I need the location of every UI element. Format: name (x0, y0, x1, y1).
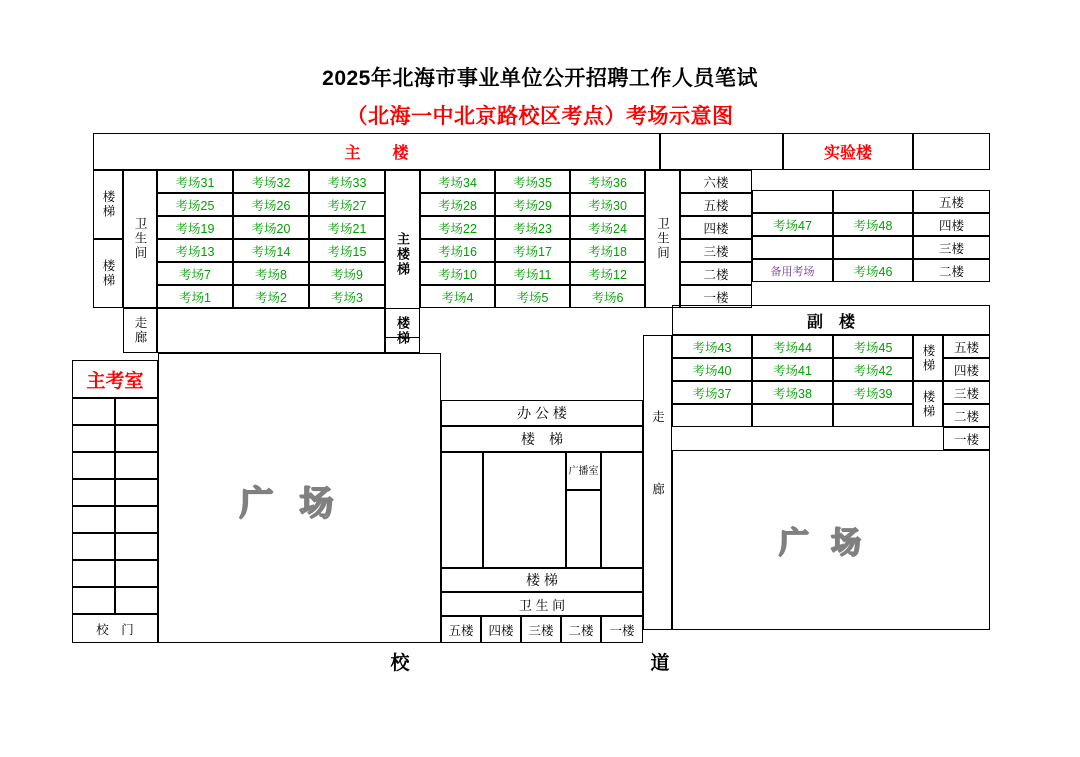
broadcast-room: 广播室 (566, 452, 601, 490)
lab-floor-label: 四楼 (913, 213, 990, 236)
annex-floor-label: 三楼 (943, 381, 990, 404)
room-cell: 考场31 (157, 170, 233, 193)
office-stairs-bottom: 楼 梯 (441, 568, 643, 592)
right-plaza-label: 广场 (779, 527, 883, 560)
school-road-label-right: 道 (650, 653, 670, 675)
room-cell: 考场30 (570, 193, 645, 216)
lab-floor-label: 三楼 (913, 236, 990, 259)
left-grid-cell (72, 560, 115, 587)
room-cell: 考场28 (420, 193, 495, 216)
lab-room-cell: 考场46 (833, 259, 913, 282)
office-cell (441, 452, 483, 568)
lab-room-cell: 考场47 (752, 213, 833, 236)
office-cell (483, 452, 566, 568)
left-grid-cell (115, 398, 158, 425)
office-cell (566, 490, 601, 568)
room-cell: 考场14 (233, 239, 309, 262)
room-cell: 考场27 (309, 193, 385, 216)
room-cell: 考场35 (495, 170, 570, 193)
annex-floor-label: 四楼 (943, 358, 990, 381)
room-cell: 考场5 (495, 285, 570, 308)
annex-room-cell: 考场39 (833, 381, 913, 404)
room-cell: 考场4 (420, 285, 495, 308)
lab-room-cell: 考场48 (833, 213, 913, 236)
annex-room-cell-empty3 (752, 404, 833, 427)
room-cell: 考场20 (233, 216, 309, 239)
room-cell: 考场25 (157, 193, 233, 216)
left-grid-cell (115, 425, 158, 452)
room-cell: 考场16 (420, 239, 495, 262)
main-right-toilet: 卫生间 (645, 170, 680, 308)
lab-room-cell (752, 236, 833, 259)
left-grid-cell (115, 506, 158, 533)
room-cell: 考场24 (570, 216, 645, 239)
room-cell: 考场32 (233, 170, 309, 193)
room-cell: 考场26 (233, 193, 309, 216)
left-grid-cell (72, 587, 115, 614)
room-cell: 考场23 (495, 216, 570, 239)
office-stairs-top: 楼 梯 (441, 426, 643, 452)
room-cell: 考场8 (233, 262, 309, 285)
room-cell: 考场19 (157, 216, 233, 239)
room-cell: 考场33 (309, 170, 385, 193)
annex-room-cell: 考场37 (672, 381, 752, 404)
left-grid-cell (72, 452, 115, 479)
office-toilet: 卫 生 间 (441, 592, 643, 616)
center-plaza-label: 广场 (239, 484, 360, 523)
room-cell: 考场34 (420, 170, 495, 193)
floor-label: 三楼 (680, 239, 752, 262)
room-cell: 考场29 (495, 193, 570, 216)
lab-floor-label: 二楼 (913, 259, 990, 282)
annex-room-cell: 考场42 (833, 358, 913, 381)
main-exam-room: 主考室 (72, 360, 158, 398)
lab-building-header: 实验楼 (783, 133, 913, 170)
left-grid-cell (72, 506, 115, 533)
left-grid-cell (115, 587, 158, 614)
left-grid-cell (72, 479, 115, 506)
main-header-gap (660, 133, 783, 170)
annex-room-cell: 考场40 (672, 358, 752, 381)
floor-label: 一楼 (680, 285, 752, 308)
left-corridor: 走廊 (123, 308, 157, 353)
office-floor-label: 五楼 (441, 616, 481, 643)
main-center-stairs: 主楼梯 (385, 170, 420, 338)
annex-room-cell: 考场38 (752, 381, 833, 404)
left-grid-cell (72, 398, 115, 425)
annex-room-cell-empty (833, 404, 913, 427)
left-grid-cell (115, 479, 158, 506)
room-cell: 考场3 (309, 285, 385, 308)
left-grid-cell (115, 560, 158, 587)
room-cell: 考场10 (420, 262, 495, 285)
left-grid-cell (72, 425, 115, 452)
school-gate: 校 门 (72, 614, 158, 643)
office-floor-label: 三楼 (521, 616, 561, 643)
school-road-label-left: 校 (390, 653, 410, 675)
left-corridor-space (157, 308, 385, 353)
annex-floor-label: 五楼 (943, 335, 990, 358)
floor-label: 六楼 (680, 170, 752, 193)
room-cell: 考场22 (420, 216, 495, 239)
annex-building-header: 副 楼 (672, 305, 990, 335)
left-grid-cell (115, 533, 158, 560)
floor-label: 四楼 (680, 216, 752, 239)
office-floor-label: 一楼 (601, 616, 643, 643)
left-grid-cell (115, 452, 158, 479)
room-cell: 考场6 (570, 285, 645, 308)
main-left-toilet: 卫生间 (123, 170, 157, 308)
page-title-line2: （北海一中北京路校区考点）考场示意图 (346, 105, 734, 128)
annex-room-cell: 考场45 (833, 335, 913, 358)
room-cell: 考场17 (495, 239, 570, 262)
room-cell: 考场18 (570, 239, 645, 262)
room-cell: 考场9 (309, 262, 385, 285)
lab-room-cell (833, 236, 913, 259)
lab-room-cell-spare: 备用考场 (752, 259, 833, 282)
page-title-line1: 2025年北海市事业单位公开招聘工作人员笔试 (322, 67, 758, 90)
lab-floor-label: 五楼 (913, 190, 990, 213)
office-cell (601, 452, 643, 568)
annex-stairs-upper: 楼梯 (913, 335, 943, 381)
lab-room-cell (833, 190, 913, 213)
main-left-stairs-lower: 楼梯 (93, 239, 123, 308)
office-building-header: 办 公 楼 (441, 400, 643, 426)
main-building-header: 主 楼 (93, 133, 660, 170)
room-cell: 考场13 (157, 239, 233, 262)
annex-room-cell: 考场41 (752, 358, 833, 381)
annex-stairs-lower: 楼梯 (913, 381, 943, 427)
main-left-stairs-upper: 楼梯 (93, 170, 123, 239)
annex-room-cell: 考场44 (752, 335, 833, 358)
room-cell: 考场12 (570, 262, 645, 285)
lab-header-gap (913, 133, 990, 170)
annex-floor-label: 一楼 (943, 427, 990, 450)
office-floor-label: 四楼 (481, 616, 521, 643)
room-cell: 考场7 (157, 262, 233, 285)
main-center-stairs-lower: 楼梯 (385, 308, 420, 353)
annex-room-cell-empty2 (672, 404, 752, 427)
room-cell: 考场11 (495, 262, 570, 285)
room-cell: 考场36 (570, 170, 645, 193)
room-cell: 考场1 (157, 285, 233, 308)
floor-label: 二楼 (680, 262, 752, 285)
room-cell: 考场15 (309, 239, 385, 262)
right-corridor: 走廊 (643, 335, 672, 630)
lab-room-cell (752, 190, 833, 213)
annex-floor-label: 二楼 (943, 404, 990, 427)
left-grid-cell (72, 533, 115, 560)
room-cell: 考场2 (233, 285, 309, 308)
room-cell: 考场21 (309, 216, 385, 239)
office-floor-label: 二楼 (561, 616, 601, 643)
floor-label: 五楼 (680, 193, 752, 216)
annex-room-cell: 考场43 (672, 335, 752, 358)
